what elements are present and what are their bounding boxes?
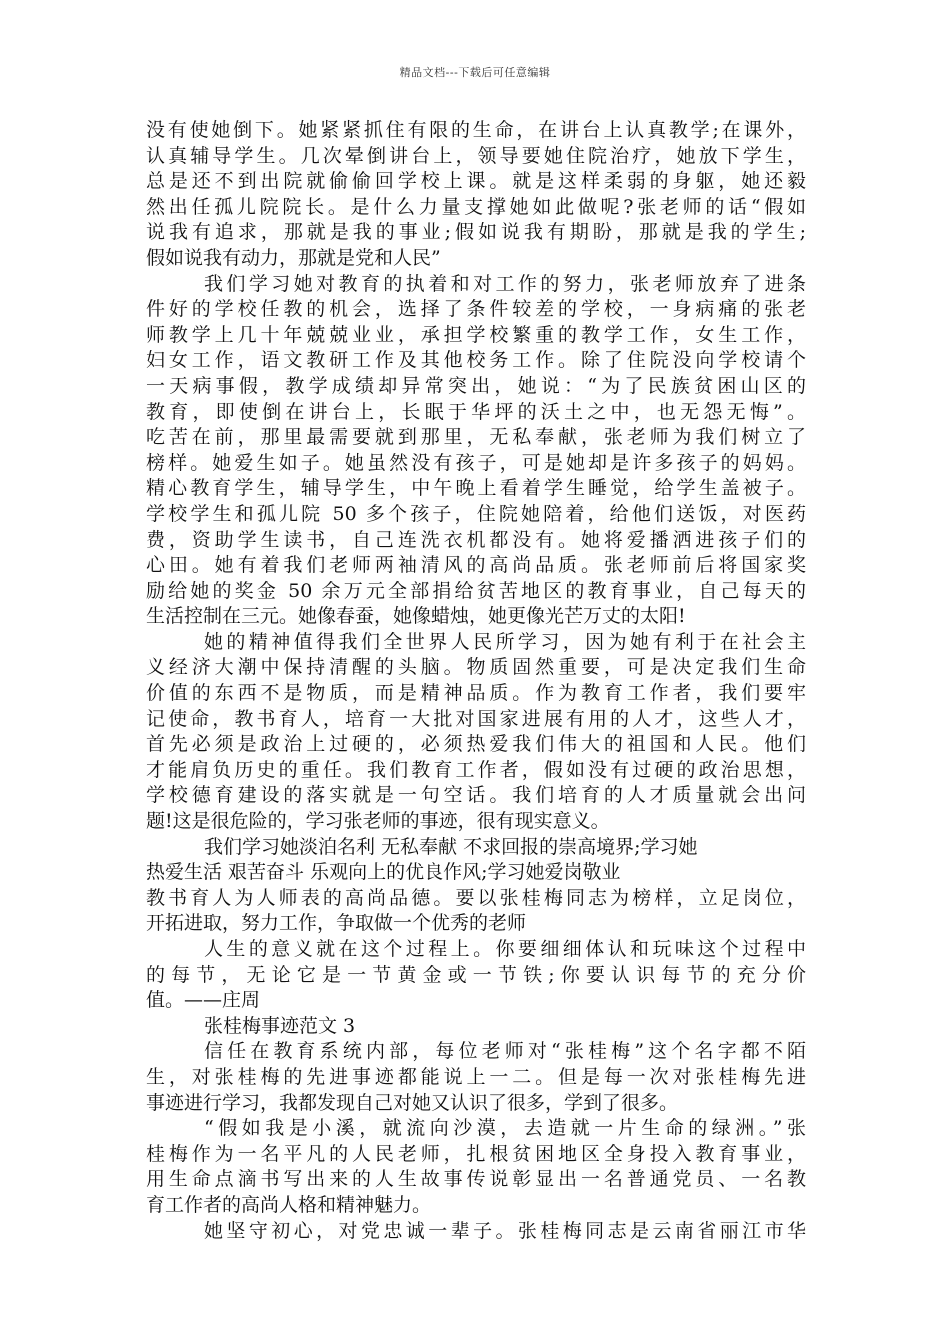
paragraph-start-line: “假如我是小溪，就流向沙漠，去造就一片生命的绿洲。”张 [204, 1117, 806, 1140]
text-line: 值。——庄周 [146, 989, 261, 1012]
text-line: 妇女工作，语文教研工作及其他校务工作。除了住院没向学校请个 [146, 349, 806, 372]
text-line: 育工作者的高尚人格和精神魅力。 [146, 1193, 432, 1216]
section-heading: 张桂梅事迹范文 3 [204, 1014, 356, 1037]
paragraph-start-line: 我们学习她淡泊名利 无私奉献 不求回报的崇高境界;学习她 [204, 835, 698, 858]
text-line: 件好的学校任教的机会，选择了条件较差的学校，一身病痛的张老 [146, 298, 806, 321]
text-line: 生，对张桂梅的先进事迹都能说上一二。但是每一次对张桂梅先进 [146, 1065, 806, 1088]
text-line: 说我有追求，那就是我的事业;假如说我有期盼，那就是我的学生; [146, 221, 806, 244]
text-line: 心田。她有着我们老师两袖清风的高尚品质。张老师前后将国家奖 [146, 554, 806, 577]
text-line: 然出任孤儿院院长。是什么力量支撑她如此做呢?张老师的话“假如 [146, 195, 806, 218]
paragraph-start-line: 她的精神值得我们全世界人民所学习，因为她有利于在社会主 [204, 630, 806, 653]
text-line: 一天病事假，教学成绩却异常突出，她说：“为了民族贫困山区的 [146, 374, 806, 397]
text-line: 用生命点滴书写出来的人生故事传说彰显出一名普通党员、一名教 [146, 1168, 806, 1191]
header-note: 精品文档---下载后可任意编辑 [399, 66, 551, 79]
text-line: 的每节，无论它是一节黄金或一节铁;你要认识每节的充分价 [146, 963, 806, 986]
text-line: 认真辅导学生。几次晕倒讲台上，领导要她住院治疗，她放下学生， [146, 144, 806, 167]
text-line: 首先必须是政治上过硬的，必须热爱我们伟大的祖国和人民。他们 [146, 733, 806, 756]
text-line: 学校德育建设的落实就是一句空话。我们培育的人才质量就会出问 [146, 784, 806, 807]
text-line: 题!这是很危险的，学习张老师的事迹，很有现实意义。 [146, 810, 610, 833]
text-line: 义经济大潮中保持清醒的头脑。物质固然重要，可是决定我们生命 [146, 656, 806, 679]
text-line: 价值的东西不是物质，而是精神品质。作为教育工作者，我们要牢 [146, 682, 806, 705]
paragraph-start-line: 人生的意义就在这个过程上。你要细细体认和玩味这个过程中 [204, 938, 806, 960]
text-line: 假如说我有动力，那就是党和人民” [146, 246, 441, 269]
text-line: 桂梅作为一名平凡的人民老师，扎根贫困地区全身投入教育事业， [146, 1142, 806, 1165]
text-line: 吃苦在前，那里最需要就到那里，无私奉献，张老师为我们树立了 [146, 426, 806, 449]
text-line: 学校学生和孤儿院 50 多个孩子，住院她陪着，给他们送饭，对医药 [146, 502, 806, 525]
paragraph-start-line: 她坚守初心，对党忠诚一辈子。张桂梅同志是云南省丽江市华 [204, 1219, 806, 1242]
text-line: 师教学上几十年兢兢业业，承担学校繁重的教学工作，女生工作， [146, 323, 806, 346]
text-line: 生活控制在三元。她像春蚕，她像蜡烛，她更像光芒万丈的太阳! [146, 605, 686, 628]
text-line: 开拓进取，努力工作，争取做一个优秀的老师 [146, 912, 527, 935]
text-line: 总是还不到出院就偷偷回学校上课。就是这样柔弱的身躯，她还毅 [146, 170, 806, 193]
text-line: 记使命，教书育人，培育一大批对国家进展有用的人才，这些人才， [146, 707, 806, 730]
text-line: 教育，即使倒在讲台上，长眠于华坪的沃土之中，也无怨无悔”。 [146, 400, 806, 423]
text-line: 没有使她倒下。她紧紧抓住有限的生命，在讲台上认真教学;在课外， [146, 119, 806, 141]
paragraph-start-line: 我们学习她对教育的执着和对工作的努力，张老师放弃了进条 [204, 272, 806, 295]
paragraph-start-line: 信任在教育系统内部，每位老师对“张桂梅”这个名字都不陌 [204, 1040, 806, 1063]
text-line: 教书育人为人师表的高尚品德。要以张桂梅同志为榜样，立足岗位， [146, 886, 806, 909]
text-line: 费，资助学生读书，自己连洗衣机都没有。她将爱播洒进孩子们的 [146, 528, 806, 551]
text-line: 励给她的奖金 50 余万元全部捐给贫苦地区的教育事业，自己每天的 [146, 579, 806, 602]
text-line: 榜样。她爱生如子。她虽然没有孩子，可是她却是许多孩子的妈妈。 [146, 451, 806, 474]
text-line: 热爱生活 艰苦奋斗 乐观向上的优良作风;学习她爱岗敬业 [146, 861, 621, 884]
text-line: 事迹进行学习，我都发现自己对她又认识了很多，学到了很多。 [146, 1091, 679, 1114]
text-line: 精心教育学生，辅导学生，中午晚上看着学生睡觉，给学生盖被子。 [146, 477, 806, 500]
document-body [146, 118, 806, 1244]
text-line: 才能肩负历史的重任。我们教育工作者，假如没有过硬的政治思想， [146, 758, 806, 781]
